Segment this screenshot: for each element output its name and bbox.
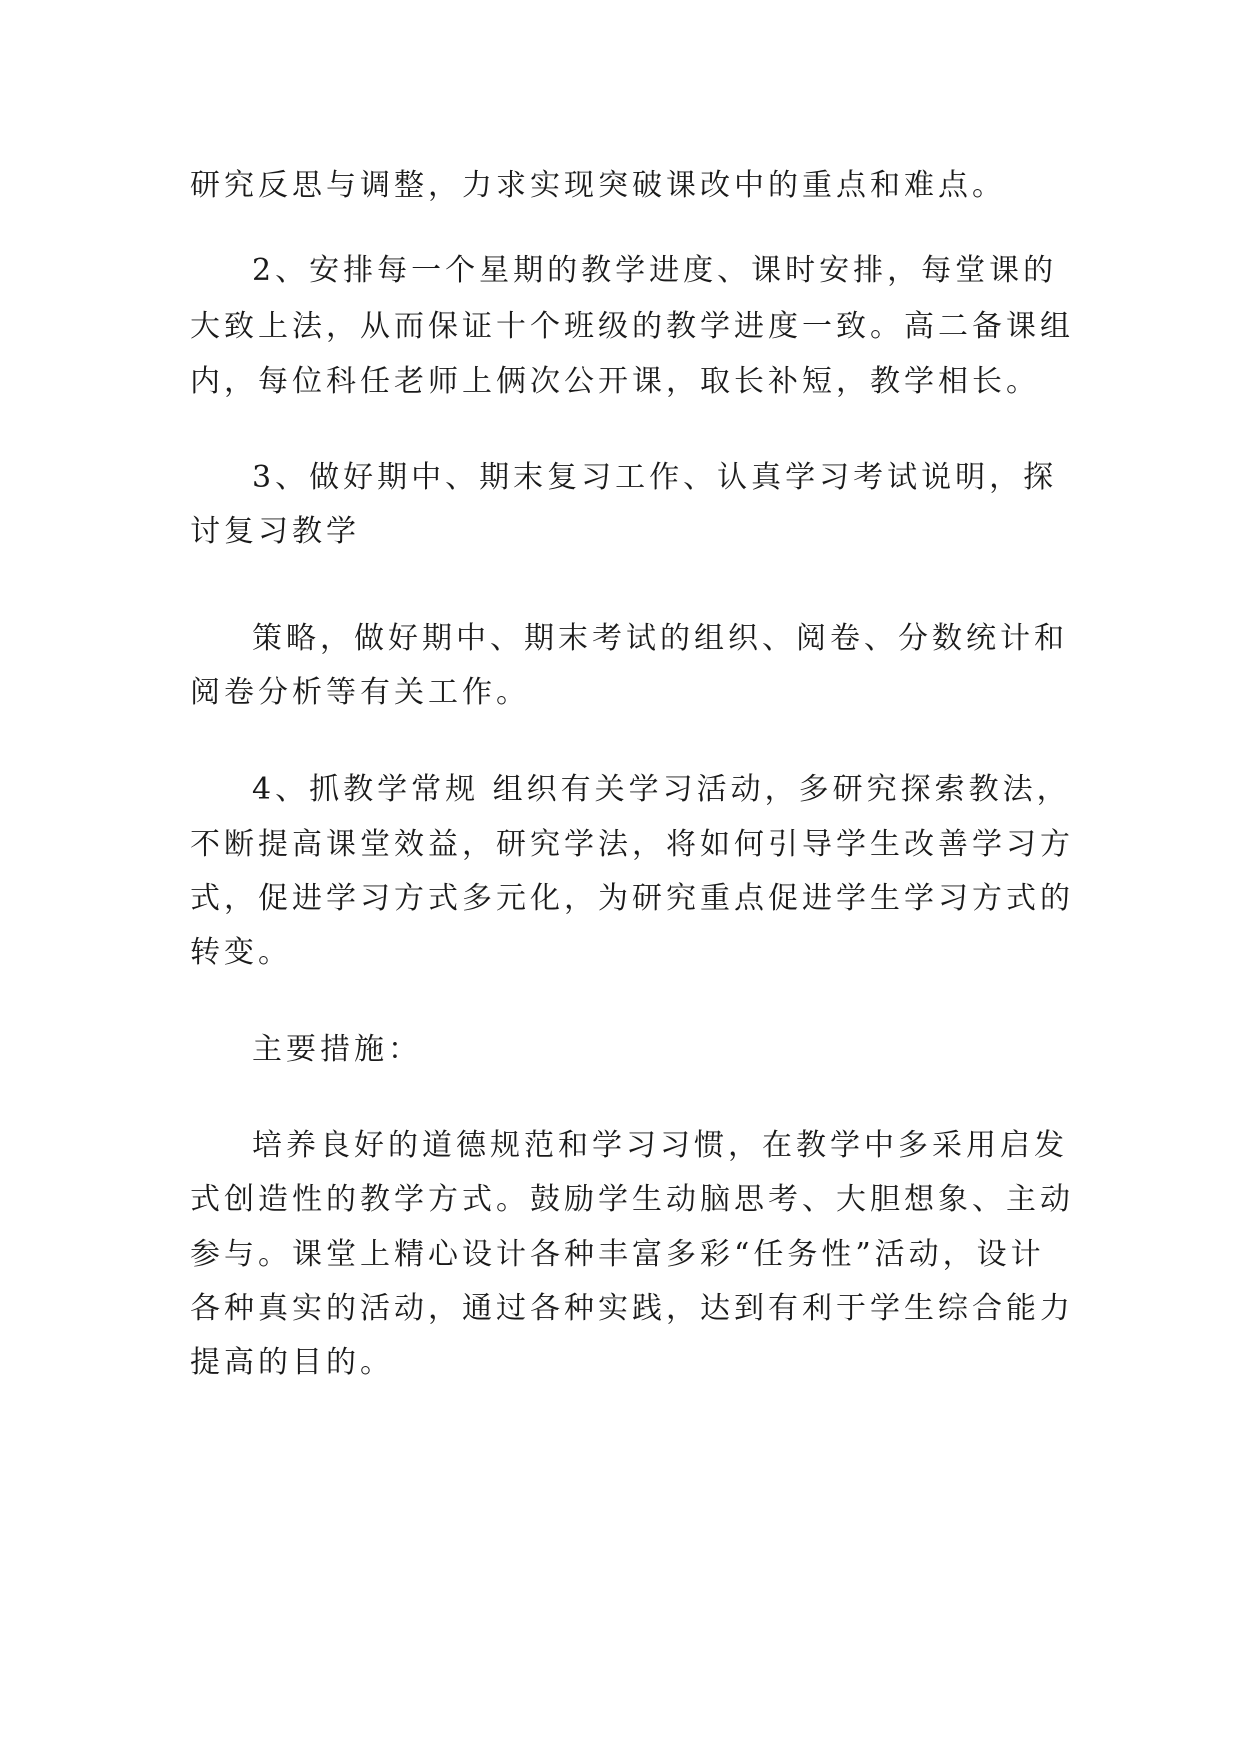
paragraph-2-line-1: 2、安排每一个星期的教学进度、课时安排，每堂课的 — [252, 253, 1058, 288]
paragraph-7-line-3: 参与。课堂上精心设计各种丰富多彩“任务性”活动，设计 — [190, 1237, 1045, 1272]
paragraph-7-line-1: 培养良好的道德规范和学习习惯，在教学中多采用启发 — [252, 1128, 1068, 1163]
paragraph-5-line-3: 式，促进学习方式多元化，为研究重点促进学生学习方式的 — [190, 881, 1074, 916]
paragraph-4-line-1: 策略，做好期中、期末考试的组织、阅卷、分数统计和 — [252, 621, 1068, 656]
paragraph-5-line-1: 4、抓教学常规 组织有关学习活动，多研究探索教法， — [252, 772, 1071, 807]
paragraph-7-line-5: 提高的目的。 — [190, 1345, 394, 1380]
paragraph-3-line-2: 讨复习教学 — [190, 514, 360, 549]
paragraph-7-line-2: 式创造性的教学方式。鼓励学生动脑思考、大胆想象、主动 — [190, 1182, 1074, 1217]
paragraph-5-line-4: 转变。 — [190, 935, 292, 970]
paragraph-3-line-1: 3、做好期中、期末复习工作、认真学习考试说明，探 — [252, 460, 1058, 495]
paragraph-1-line-1: 研究反思与调整，力求实现突破课改中的重点和难点。 — [190, 168, 1006, 203]
section-heading-main-measures: 主要措施： — [252, 1032, 422, 1067]
paragraph-2-line-2: 大致上法，从而保证十个班级的教学进度一致。高二备课组 — [190, 309, 1074, 344]
paragraph-5-line-2: 不断提高课堂效益，研究学法，将如何引导学生改善学习方 — [190, 827, 1074, 862]
paragraph-4-line-2: 阅卷分析等有关工作。 — [190, 675, 530, 710]
paragraph-2-line-3: 内，每位科任老师上俩次公开课，取长补短，教学相长。 — [190, 364, 1040, 399]
paragraph-7-line-4: 各种真实的活动，通过各种实践，达到有利于学生综合能力 — [190, 1291, 1074, 1326]
